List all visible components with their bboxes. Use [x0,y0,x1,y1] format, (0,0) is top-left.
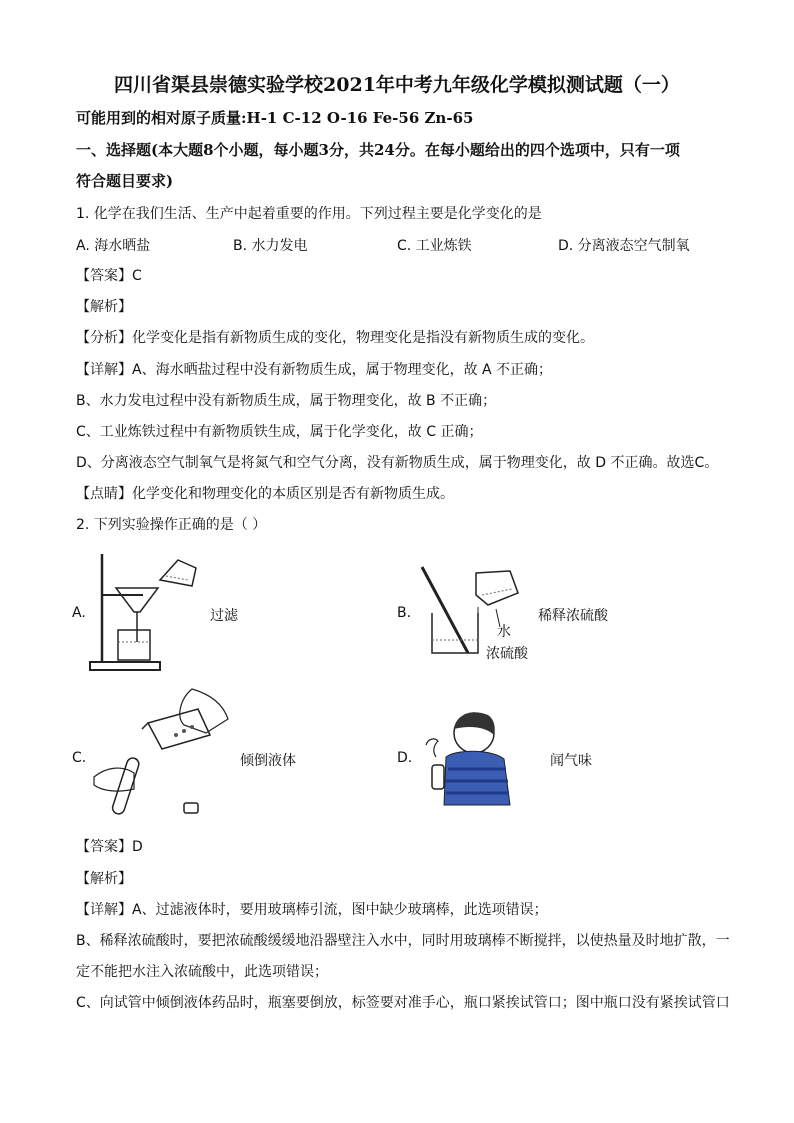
q2-c-caption: 倾倒液体 [240,753,296,769]
q2-detail-a: 【详解】A、过滤液体时，要用玻璃棒引流，图中缺少玻璃棒，此选项错误； [76,902,548,918]
q1-detail-d: D、分离液态空气制氧气是将氮气和空气分离，没有新物质生成，属于物理变化，故 D 不正确。故选C。 [76,455,719,471]
atomic-mass-line: 可能用到的相对原子质量:H-1 C-12 O-16 Fe-56 Zn-65 [76,109,474,127]
q2-a-caption: 过滤 [210,608,238,624]
q2-a-letter: A. [72,605,86,621]
q1-answer: 【答案】C [76,268,142,284]
q2-b-label-acid: 浓硫酸 [486,646,528,662]
filtration-apparatus-illustration [88,550,208,675]
q2-stem: 2. 下列实验操作正确的是（ ） [76,517,267,533]
q2-detail-b: B、稀释浓硫酸时，要把浓硫酸缓缓地沿器壁注入水中，同时用玻璃棒不断搅拌，以使热量及时地扩散，一 [76,933,730,949]
q2-d-letter: D. [397,750,413,766]
q1-fenxi: 【分析】化学变化是指有新物质生成的变化，物理变化是指没有新物质生成的变化。 [76,330,594,346]
q2-analysis-head: 【解析】 [76,871,132,887]
q2-b-letter: B. [397,605,412,621]
q1-detail-a: 【详解】A、海水晒盐过程中没有新物质生成，属于物理变化，故 A 不正确； [76,362,553,378]
q1-stem: 1. 化学在我们生活、生产中起着重要的作用。下列过程主要是化学变化的是 [76,206,542,222]
section-heading-line1: 一、选择题(本大题8个小题，每小题3分，共24分。在每小题给出的四个选项中，只有一项 [76,141,680,159]
q1-option-a: A. 海水晒盐 [76,238,151,254]
smelling-gas-illustration [416,705,516,805]
q1-detail-c: C、工业炼铁过程中有新物质铁生成，属于化学变化，故 C 正确； [76,424,483,440]
q2-detail-b-cont: 定不能把水注入浓硫酸中，此选项错误； [76,964,328,980]
page-title: 四川省渠县崇德实验学校2021年中考九年级化学模拟测试题（一） [114,74,680,96]
q1-option-d: D. 分离液态空气制氧 [558,238,690,254]
pouring-liquid-illustration [88,685,238,825]
q2-b-label-water: 水 [497,624,511,640]
section-heading-line2: 符合题目要求) [76,172,174,190]
q1-analysis-head: 【解析】 [76,299,132,315]
q2-d-caption: 闻气味 [550,753,592,769]
q1-detail-b: B、水力发电过程中没有新物质生成，属于物理变化，故 B 不正确； [76,393,497,409]
q2-answer: 【答案】D [76,839,143,855]
q1-option-b: B. 水力发电 [233,238,308,254]
q2-detail-c: C、向试管中倾倒液体药品时，瓶塞要倒放，标签要对准手心，瓶口紧挨试管口；图中瓶口没有紧挨试管口 [76,995,730,1011]
q2-c-letter: C. [72,750,87,766]
q1-option-c: C. 工业炼铁 [397,238,472,254]
q1-comment: 【点睛】化学变化和物理变化的本质区别是否有新物质生成。 [76,486,454,502]
q2-b-caption: 稀释浓硫酸 [538,608,608,624]
